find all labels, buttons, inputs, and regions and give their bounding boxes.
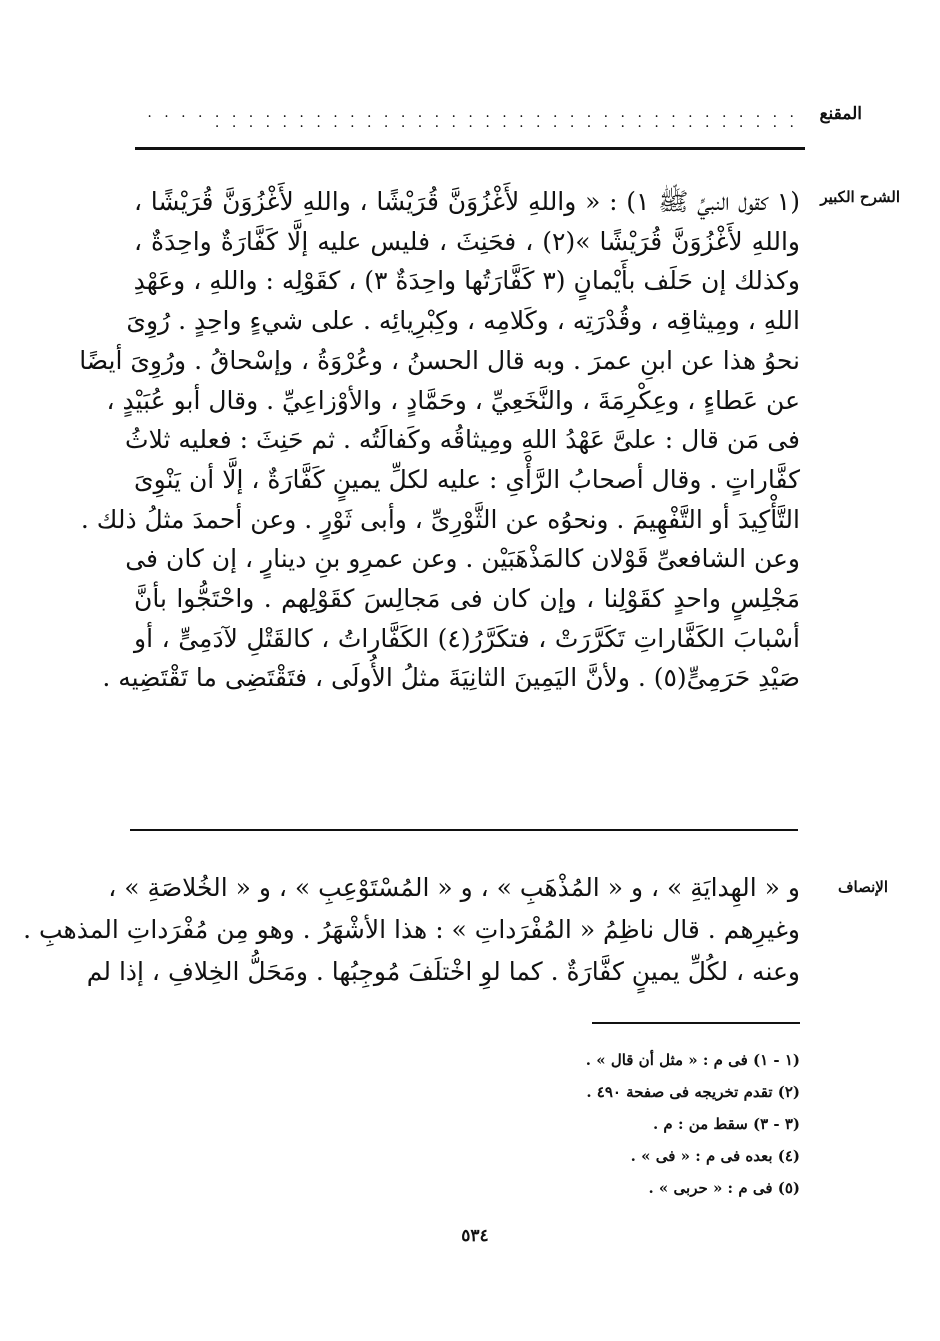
text-line: أسْبابَ الكَفَّاراتِ تَكَرَّرَتْ ، فتكَرَّرُ(٤) الكَفَّاراتُ ، كالقَتْلِ لآدَمِىٍّ ، أو	[134, 623, 801, 653]
text-line: صَيْدِ حَرَمِىٍّ(٥) . ولأنَّ اليَمِينَ الثانِيَةَ مثلُ الأُولَى ، فتَقْتَضِى ما تَقْتَضِيه .	[102, 663, 800, 693]
text-line: وكذلك إن حَلَف بأَيْمانٍ (٣ كَفَّارَتُها واحِدَةٌ ٣) ، كقَوْلِه : واللهِ ، وعَهْدِ	[133, 266, 800, 296]
insaf-text-block	[23, 867, 800, 993]
text-line: نحوُ هذا عن ابنِ عمرَ . وبه قال الحسنُ ، وعُرْوَةُ ، وإسْحاقُ . ورُوِىَ أيضًا	[79, 345, 800, 375]
footnote: (٣ - ٣) سقط من : م .	[652, 1115, 800, 1133]
sharh-text-block	[79, 182, 801, 698]
text-line: وعن الشافعىِّ قَوْلان كالمَذْهَبَيْن . وعن عمرِو بنِ دينارٍ ، إن كان فى	[125, 544, 800, 574]
running-header-title: المقنع	[819, 104, 862, 124]
footnote: (٢) تقدم تخريجه فى صفحة ٤٩٠ .	[586, 1083, 800, 1101]
header-rule	[135, 147, 805, 150]
text-line: فى مَن قال : علىَّ عَهْدُ اللهِ ومِيثاقُه وكَفالَتُه . ثم حَنِثَ : فعليه ثلاثُ	[125, 425, 800, 455]
text-line: واللهِ لأَغْزُوَنَّ قُرَيْشًا »(٢) ، فحَنِثَ ، فليس عليه إلَّا كَفَّارَةٌ واحِدَةٌ ،	[134, 226, 800, 256]
text-line: مَجْلِسٍ واحدٍ كقَوْلِنا ، وإن كان فى مَجالِسَ كقَوْلِهم . واحْتَجُّوا بأنَّ	[134, 584, 800, 614]
page-number: ٥٣٤	[461, 1226, 489, 1246]
text-line: عن عَطاءٍ ، وعِكْرِمَةَ ، والنَّخَعِيِّ ، وحَمَّادٍ ، والأوْزاعِيِّ . وقال أبو عُبَيْدٍ ،	[106, 385, 800, 415]
text-line: كفَّاراتٍ . وقال أصحابُ الرَّأْىِ : عليه لكلِّ يمينٍ كَفَّارَةٌ ، إلَّا أن يَنْوِىَ	[134, 464, 800, 494]
footnote: (٥) فى م : « حربى » .	[648, 1179, 800, 1197]
insaf-label: الإنصاف	[837, 878, 888, 896]
text-line: و « الهِدايَةِ » ، و « المُذْهَبِ » ، و « المُسْتَوْعِبِ » ، و « الخُلاصَةِ » ،	[108, 873, 800, 902]
header-dotted-leader: . . . . . . . . . . . . . . . . . . . . . . . . . . . . . . . . . . . . . . . . . . . . . . . . . . . . . . . . . . . . . . . . . . . . . . . . . .	[147, 105, 798, 131]
text-line: التَّأْكِيدَ أو التَّفْهِيمَ . ونحوُه عن الثَّوْرِىِّ ، وأبى ثَوْرٍ . وعن أحمدَ مثلُ ذلك .	[80, 504, 800, 534]
text-line: وغيرِهم . قال ناظِمُ « المُفْرَداتِ » : هذا الأشْهَرُ . وهو مِن مُفْرَداتِ المذهبِ .	[23, 915, 800, 944]
footnote-rule	[592, 1022, 800, 1024]
footnote: (١ - ١) فى م : « مثل أن قال » .	[585, 1051, 800, 1069]
sharh-label: الشرح الكبير	[820, 188, 900, 206]
footnotes	[400, 1044, 800, 1204]
text-line: وعنه ، لكُلِّ يمينٍ كفَّارَةٌ . كما لوِ اخْتلَفَ مُوجِبُها . ومَحَلُّ الخِلافِ ، إذا لم	[86, 957, 800, 986]
footnote: (٤) بعده فى م : « فى » .	[630, 1147, 800, 1165]
section-divider	[130, 829, 798, 831]
text-line: اللهِ ، ومِيثاقِه ، وقُدْرَتِه ، وكَلامِه ، وكِبْرِيائِه . على شيءٍ واحِدٍ . رُوِىَ	[126, 306, 800, 336]
text-line: (١ كقول النبيِّ ﷺ ١) : « واللهِ لأَغْزُوَنَّ قُرَيْشًا ، واللهِ لأَغْزُوَنَّ قُرَيْشًا ،	[134, 187, 800, 216]
